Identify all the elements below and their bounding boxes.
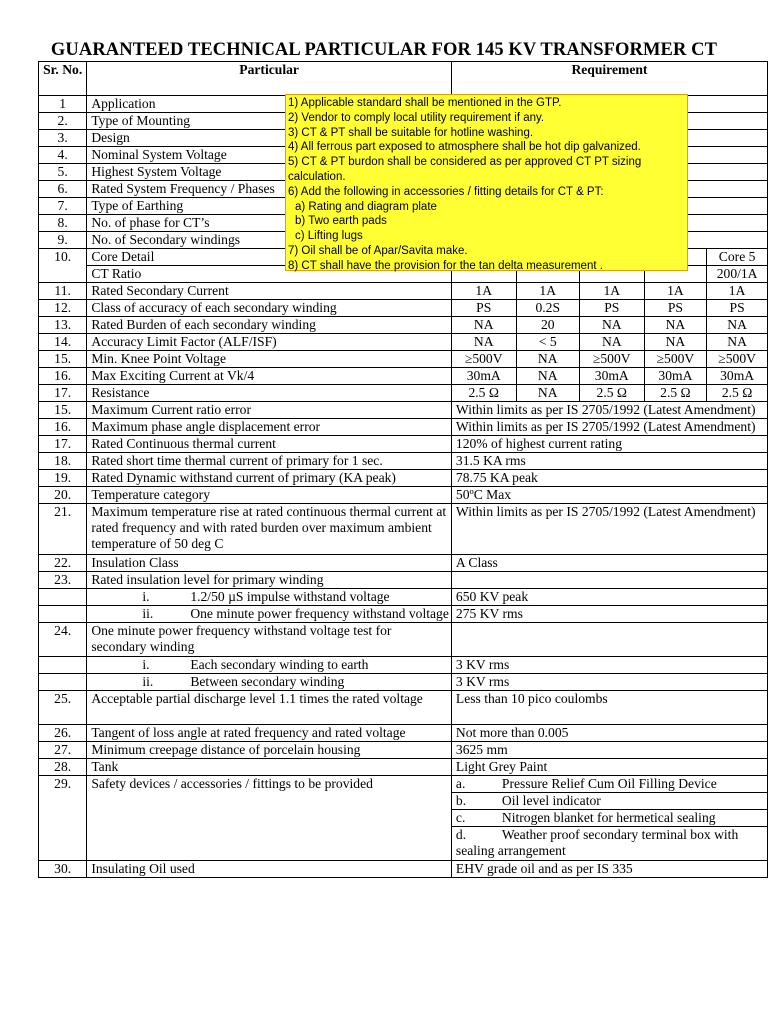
sr-no: 28. [39,759,87,776]
core-cell: 2.5 Ω [451,385,516,402]
accessory-item [451,793,767,810]
sr-no: 16. [39,368,87,385]
sub-item [87,657,452,674]
core-cell: 1A [644,283,707,300]
core-cell: NA [707,334,768,351]
sr-no: 7. [39,198,87,215]
sr-no: 9. [39,232,87,249]
table-row [39,317,768,334]
note-line: 5) CT & PT burdon shall be considered as per approved CT PT sizing [288,156,642,169]
core-cell: 2.5 Ω [707,385,768,402]
accessory-mark: c. [455,810,466,825]
core-cell: Core 5 [707,249,768,266]
sub-item-mark: i. [142,657,150,672]
table-row [39,674,768,691]
core-cell: PS [644,300,707,317]
sub-item-text: One minute power frequency withstand voltage [190,606,449,621]
core-cell: NA [579,334,644,351]
sr-no: 8. [39,215,87,232]
core-cell: 20 [516,317,579,334]
core-cell: NA [451,334,516,351]
particular-cell: Nominal System Voltage [87,147,452,164]
particular-cell: One minute power frequency withstand voltage test for secondary winding [87,623,452,657]
core-cell: NA [516,368,579,385]
particular-cell: Temperature category [87,487,452,504]
note-line: c) Lifting lugs [295,230,363,243]
table-row [39,555,768,572]
sr-no: 26. [39,725,87,742]
core-cell: PS [707,300,768,317]
table-row [39,504,768,555]
requirement-cell: 3 KV rms [451,674,767,691]
header-particular: Particular [87,62,452,96]
particular-cell: Max Exciting Current at Vk/4 [87,368,452,385]
table-row [39,861,768,878]
sub-item-mark: ii. [142,674,154,689]
core-cell: NA [579,317,644,334]
sr-no: 29. [39,776,87,861]
table-row [39,776,768,793]
core-cell: < 5 [516,334,579,351]
accessory-text: Nitrogen blanket for hermetical sealing [501,810,716,825]
requirement-cell: 78.75 KA peak [451,470,767,487]
table-row [39,351,768,368]
core-cell: ≥500V [644,351,707,368]
core-cell: NA [707,317,768,334]
requirement-cell: A Class [451,555,767,572]
sr-no: 16. [39,419,87,436]
requirement-cell: 50ºC Max [451,487,767,504]
table-row [39,368,768,385]
note-line: a) Rating and diagram plate [295,200,437,213]
accessory-mark: a. [455,776,466,791]
note-line: 8) CT shall have the provision for the tan delta measurement . [288,259,603,272]
sr-no: 3. [39,130,87,147]
requirement-cell: Within limits as per IS 2705/1992 (Latest Amendment) [451,402,767,419]
table-row [39,283,768,300]
note-line: 2) Vendor to comply local utility requirement if any. [288,111,545,124]
sr-no: 19. [39,470,87,487]
sr-no: 2. [39,113,87,130]
sub-item-text: Between secondary winding [190,674,345,689]
sr-no: 24. [39,623,87,657]
requirement-cell: Within limits as per IS 2705/1992 (Latest Amendment) [451,419,767,436]
table-row [39,453,768,470]
particular-cell: Class of accuracy of each secondary winding [87,300,452,317]
table-row [39,334,768,351]
table-row [39,402,768,419]
particular-cell: Accuracy Limit Factor (ALF/ISF) [87,334,452,351]
sr-no: 25. [39,691,87,725]
particular-cell: No. of Secondary windings [87,232,452,249]
sr-no: 17. [39,436,87,453]
table-row [39,589,768,606]
table-row [39,759,768,776]
sr-no [39,589,87,606]
particular-cell: Type of Mounting [87,113,452,130]
table-row [39,657,768,674]
header-row [39,62,768,96]
core-cell: NA [451,317,516,334]
sub-item-text: 1.2/50 µS impulse withstand voltage [190,589,390,604]
particular-cell: Core Detail [87,249,452,266]
core-cell: 1A [579,283,644,300]
table-row [39,725,768,742]
accessory-mark: d. [455,827,467,842]
note-line: b) Two earth pads [295,215,387,228]
core-cell: PS [579,300,644,317]
particular-cell: Rated short time thermal current of primary for 1 sec. [87,453,452,470]
table-row [39,436,768,453]
particular-cell: No. of phase for CT’s [87,215,452,232]
sub-item [87,606,452,623]
sr-no: 12. [39,300,87,317]
table-row [39,487,768,504]
particular-cell: Tangent of loss angle at rated frequency and rated voltage [87,725,452,742]
particular-cell: Rated insulation level for primary winding [87,572,452,589]
core-cell: 2.5 Ω [579,385,644,402]
core-cell: NA [644,317,707,334]
sr-no: 11. [39,283,87,300]
requirement-cell: Less than 10 pico coulombs [451,691,767,725]
core-cell: 30mA [707,368,768,385]
table-row [39,742,768,759]
header-requirement: Requirement [451,62,767,96]
page-title: GUARANTEED TECHNICAL PARTICULAR FOR 145 KV TRANSFORMER CT [50,40,718,60]
core-cell: 1A [516,283,579,300]
sr-no: 23. [39,572,87,589]
sr-no: 10. [39,249,87,283]
table-row [39,623,768,657]
sr-no: 21. [39,504,87,555]
review-comment-note [285,94,688,271]
requirement-cell [451,623,767,657]
table-row [39,606,768,623]
sr-no: 17. [39,385,87,402]
core-cell: ≥500V [451,351,516,368]
core-cell: 1A [451,283,516,300]
particular-cell: Rated Continuous thermal current [87,436,452,453]
note-line: 3) CT & PT shall be suitable for hotline washing. [288,126,534,139]
core-cell: ≥500V [579,351,644,368]
core-cell: NA [516,351,579,368]
requirement-cell: 275 KV rms [451,606,767,623]
particular-cell: Maximum phase angle displacement error [87,419,452,436]
sr-no [39,674,87,691]
core-cell: 1A [707,283,768,300]
accessory-item [451,827,767,861]
note-line: 1) Applicable standard shall be mentioned in the GTP. [288,97,562,109]
particular-cell: Type of Earthing [87,198,452,215]
requirement-cell: 120% of highest current rating [451,436,767,453]
sr-no: 4. [39,147,87,164]
particular-cell: Rated Burden of each secondary winding [87,317,452,334]
accessory-text: Pressure Relief Cum Oil Filling Device [501,776,717,791]
sr-no: 1 [39,96,87,113]
sr-no: 13. [39,317,87,334]
table-row [39,470,768,487]
requirement-cell: 650 KV peak [451,589,767,606]
requirement-cell: 3625 mm [451,742,767,759]
sr-no: 27. [39,742,87,759]
core-cell: 30mA [579,368,644,385]
sr-no: 18. [39,453,87,470]
particular-cell: Rated Dynamic withstand current of primary (KA peak) [87,470,452,487]
sr-no [39,657,87,674]
table-row [39,691,768,725]
requirement-cell: Light Grey Paint [451,759,767,776]
core-cell: NA [516,385,579,402]
particular-cell: Highest System Voltage [87,164,452,181]
particular-cell: Safety devices / accessories / fittings to be provided [87,776,452,861]
particular-cell: Insulation Class [87,555,452,572]
sr-no: 30. [39,861,87,878]
note-line: calculation. [288,170,346,183]
sr-no: 15. [39,402,87,419]
particular-cell: Acceptable partial discharge level 1.1 times the rated voltage [87,691,452,725]
particular-cell: Design [87,130,452,147]
note-line: 6) Add the following in accessories / fitting details for CT & PT: [288,185,604,198]
sr-no: 6. [39,181,87,198]
accessory-text: Weather proof secondary terminal box with sealing arrangement [455,827,739,858]
sub-item-mark: ii. [142,606,154,621]
table-row [39,385,768,402]
particular-cell: Resistance [87,385,452,402]
particular-cell: Min. Knee Point Voltage [87,351,452,368]
accessory-item [451,776,767,793]
table-row [39,572,768,589]
core-cell: 200/1A [707,266,768,283]
particular-cell: Rated System Frequency / Phases [87,181,452,198]
sr-no: 15. [39,351,87,368]
core-cell: 2.5 Ω [644,385,707,402]
sub-item-text: Each secondary winding to earth [190,657,369,672]
sub-item [87,674,452,691]
note-line: 7) Oil shall be of Apar/Savita make. [288,244,468,257]
sr-no: 5. [39,164,87,181]
particular-cell: Tank [87,759,452,776]
particular-cell: Maximum Current ratio error [87,402,452,419]
requirement-cell: 3 KV rms [451,657,767,674]
header-srno: Sr. No. [39,62,87,96]
sr-no [39,606,87,623]
particular-cell: Minimum creepage distance of porcelain housing [87,742,452,759]
particular-cell: CT Ratio [87,266,452,283]
core-cell: PS [451,300,516,317]
core-cell: 30mA [451,368,516,385]
sr-no: 20. [39,487,87,504]
sr-no: 22. [39,555,87,572]
table-row [39,300,768,317]
requirement-cell: 31.5 KA rms [451,453,767,470]
requirement-cell [451,572,767,589]
requirement-cell: Within limits as per IS 2705/1992 (Latest Amendment) [451,504,767,555]
particular-cell: Rated Secondary Current [87,283,452,300]
particular-cell: Application [87,96,452,113]
sr-no: 14. [39,334,87,351]
core-cell: 30mA [644,368,707,385]
accessory-text: Oil level indicator [501,793,601,808]
table-row [39,419,768,436]
sub-item [87,589,452,606]
core-cell: ≥500V [707,351,768,368]
accessory-item [451,810,767,827]
requirement-cell: EHV grade oil and as per IS 335 [451,861,767,878]
core-cell: 0.2S [516,300,579,317]
sub-item-mark: i. [142,589,150,604]
note-line: 4) All ferrous part exposed to atmosphere shall be hot dip galvanized. [288,141,641,154]
accessory-mark: b. [455,793,467,808]
requirement-cell: Not more than 0.005 [451,725,767,742]
core-cell: NA [644,334,707,351]
particular-cell: Maximum temperature rise at rated continuous thermal current at rated frequency and with rated burden over maximum ambient temperature of 50 deg C [87,504,452,555]
particular-cell: Insulating Oil used [87,861,452,878]
